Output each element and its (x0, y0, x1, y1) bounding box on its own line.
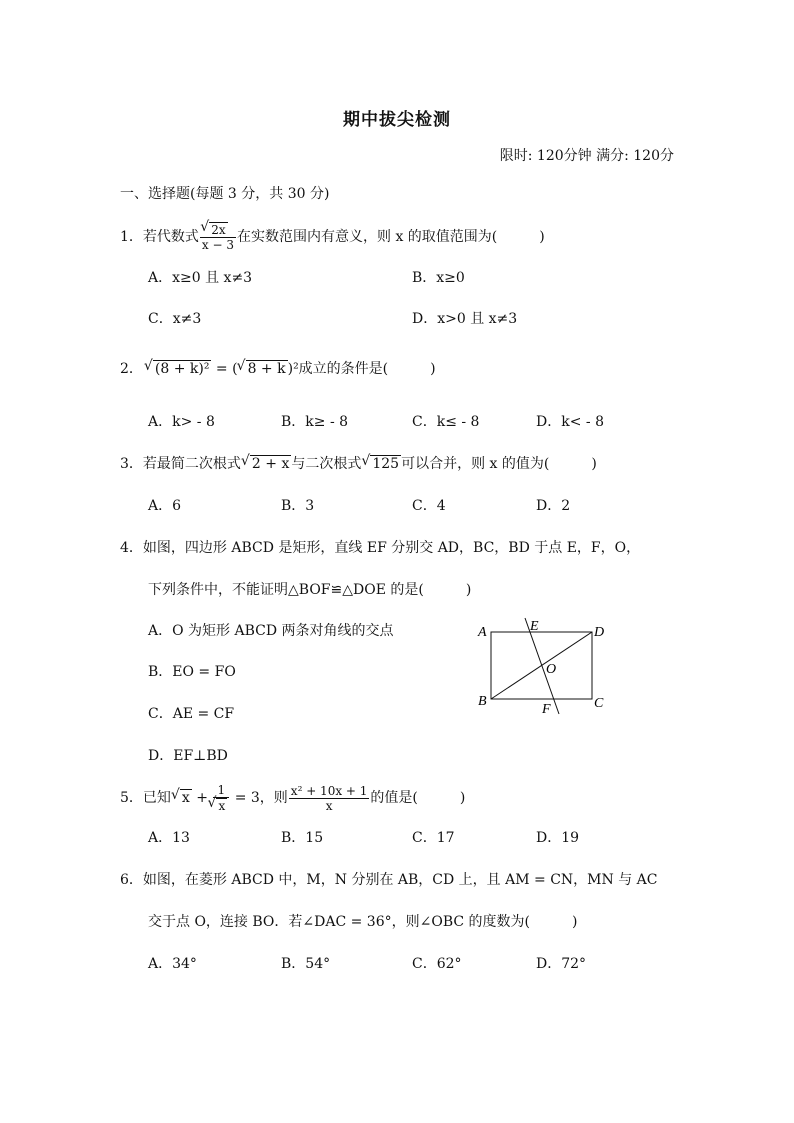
question-number: 3． (120, 456, 143, 472)
label-b: B (478, 694, 487, 709)
q2-option-b: B．k≥ - 8 (281, 414, 349, 430)
plus: + (191, 790, 213, 806)
question-1 (120, 222, 545, 252)
question-text: 可以合并，则 x 的值为( (401, 456, 550, 472)
q3-option-c: C．4 (412, 498, 446, 514)
question-text: 与二次根式 (291, 456, 362, 472)
q2-option-d: D．k< - 8 (536, 414, 604, 430)
q5-option-c: C．17 (412, 830, 455, 846)
question-text: )²成立的条件是( (287, 361, 389, 377)
answer-paren: ) (539, 229, 545, 245)
q3-option-d: D．2 (536, 498, 571, 514)
q5-option-a: A．13 (148, 830, 190, 846)
q6-option-d: D．72° (536, 956, 587, 972)
q2-option-c: C．k≤ - 8 (412, 414, 480, 430)
question-number: 4． (120, 540, 143, 556)
q2-option-a: A．k> - 8 (148, 414, 215, 430)
question-number: 6． (120, 872, 143, 888)
answer-paren: ) (465, 582, 472, 598)
label-o: O (546, 662, 557, 677)
time-score-limits: 限时: 120分钟 满分: 120分 (499, 148, 674, 164)
question-text: 如图，四边形 ABCD 是矩形，直线 EF 分别交 AD，BC，BD 于点 E，F，O， (142, 540, 641, 556)
label-a: A (478, 625, 487, 640)
label-c: C (594, 696, 604, 711)
q6-option-b: B．54° (281, 956, 331, 972)
question-number: 2． (120, 361, 143, 377)
q1-option-d: D．x>0 且 x≠3 (412, 311, 518, 327)
answer-paren: ) (459, 790, 466, 806)
q5-option-b: B．15 (281, 830, 324, 846)
q4-option-c: C．AE = CF (148, 706, 235, 722)
question-number: 1． (120, 229, 143, 245)
q1-option-a: A．x≥0 且 x≠3 (148, 270, 253, 286)
denominator: x − 3 (201, 238, 235, 252)
question-6 (120, 869, 657, 889)
q3-option-a: A．6 (148, 498, 182, 514)
question-text: 如图，在菱形 ABCD 中，M，N 分别在 AB，CD 上，且 AM = CN，MN 与 AC (142, 872, 658, 888)
sqrt: √ 8 + k (246, 360, 288, 377)
question-5 (120, 783, 465, 813)
question-text: 若代数式 (142, 229, 199, 245)
numerator: 1 (213, 783, 229, 798)
question-text: 的值是( (370, 790, 418, 806)
fraction (289, 784, 370, 813)
sqrt: √ x (216, 798, 227, 813)
sqrt: √ 2x (209, 222, 227, 237)
sqrt: √ 125 (370, 455, 401, 472)
numerator: x² + 10x + 1 (290, 783, 368, 798)
q3-option-b: B．3 (281, 498, 315, 514)
question-2 (120, 358, 436, 378)
question-number: 5． (120, 790, 143, 806)
question-6-line2 (148, 911, 577, 931)
question-text: 已知 (142, 790, 171, 806)
label-f: F (542, 702, 551, 717)
denominator: x (325, 798, 333, 813)
label-e: E (530, 619, 539, 634)
q4-option-a: A．O 为矩形 ABCD 两条对角线的交点 (148, 623, 394, 639)
question-4 (120, 537, 640, 557)
sqrt: √ (8 + k)² (153, 360, 212, 377)
q1-option-c: C．x≠3 (148, 311, 202, 327)
equals: = ( (211, 361, 238, 377)
question-text: 下列条件中，不能证明△BOF≌△DOE 的是( (148, 582, 424, 598)
sqrt: √ 2 + x (250, 455, 291, 472)
q4-option-d: D．EF⊥BD (148, 748, 228, 764)
q1-option-b: B．x≥0 (412, 270, 465, 286)
sqrt: √ x (180, 789, 192, 806)
answer-paren: ) (572, 914, 578, 930)
page-title: 期中拔尖检测 (343, 110, 451, 130)
q5-option-d: D．19 (536, 830, 580, 846)
answer-paren: ) (591, 456, 597, 472)
section-heading: 一、选择题(每题 3 分，共 30 分) (120, 186, 330, 202)
question-4-line2 (148, 579, 471, 599)
question-text: 在实数范围内有意义，则 x 的取值范围为( (237, 229, 498, 245)
fraction (213, 783, 229, 813)
label-d: D (594, 625, 605, 640)
question-text: 交于点 O，连接 BO．若∠DAC = 36°，则∠OBC 的度数为( (148, 914, 531, 930)
question-text: = 3，则 (230, 790, 288, 806)
fraction (200, 222, 236, 252)
question-3 (120, 453, 597, 473)
q6-option-a: A．34° (148, 956, 197, 972)
q4-option-b: B．EO = FO (148, 664, 236, 680)
answer-paren: ) (430, 361, 436, 377)
q6-option-c: C．62° (412, 956, 462, 972)
question-text: 若最简二次根式 (142, 456, 241, 472)
rectangle-figure (470, 612, 620, 722)
